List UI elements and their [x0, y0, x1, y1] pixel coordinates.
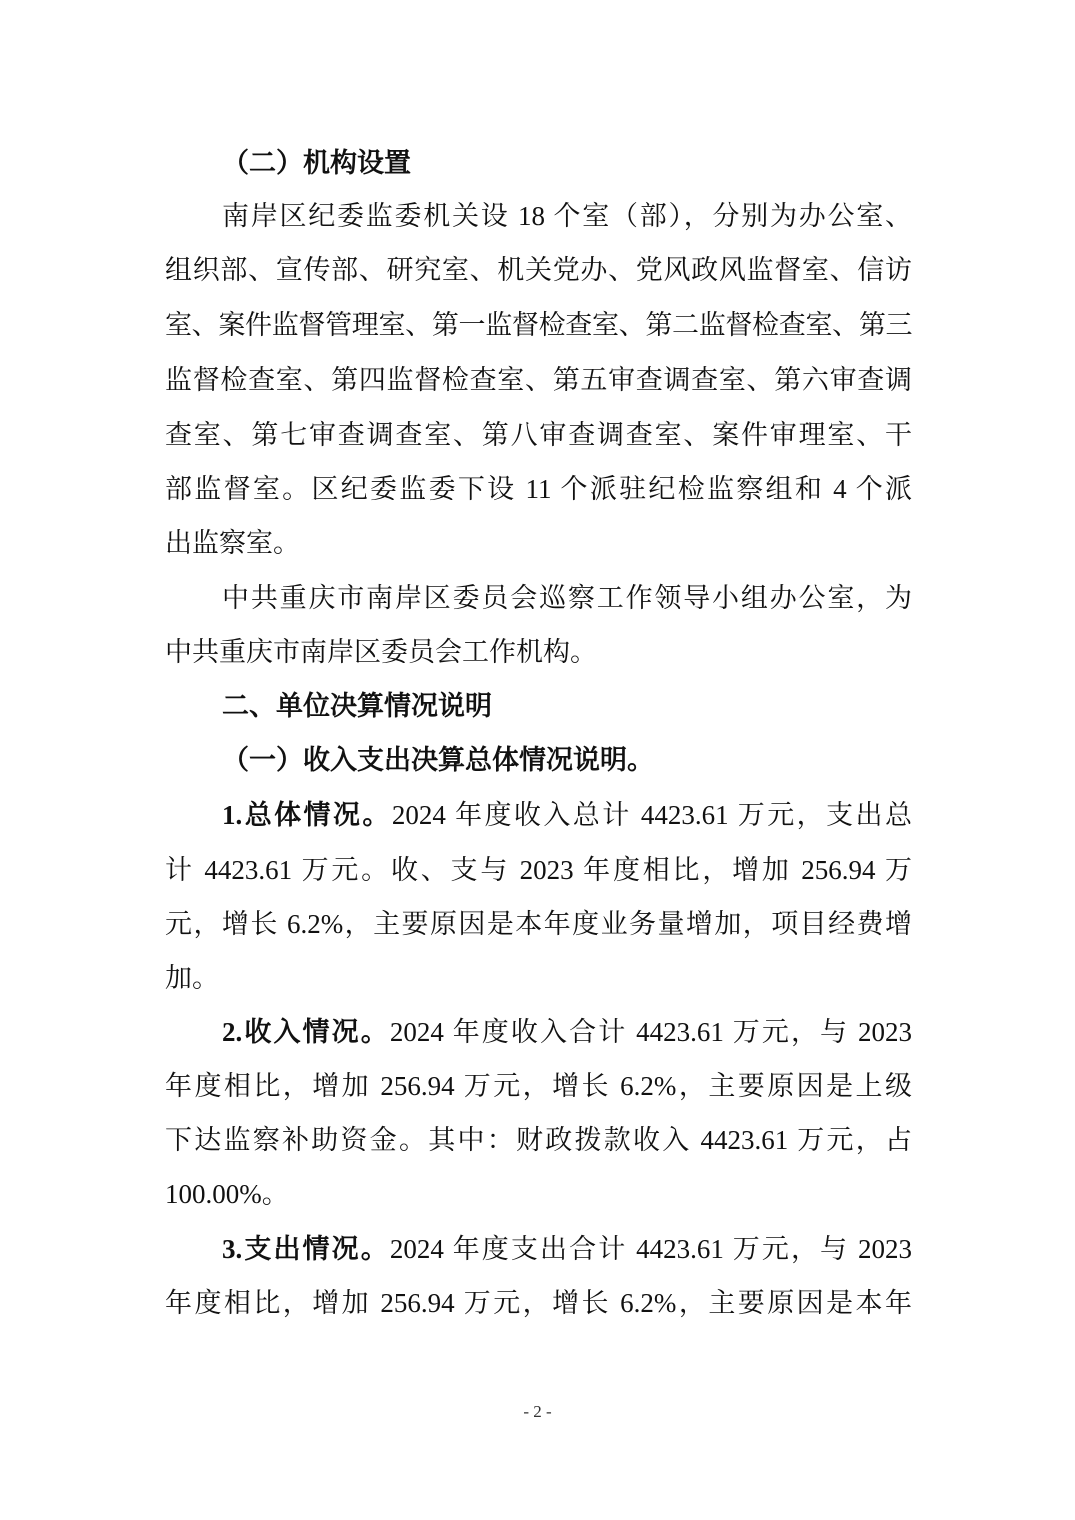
body-text: 元，增长 6.2%，主要原因是本年度业务量增加，项目经费增: [165, 909, 912, 939]
text-line: [165, 960, 912, 996]
text-line: [222, 145, 912, 181]
text-line: [165, 252, 912, 288]
text-line: [165, 906, 912, 942]
body-text: 中共重庆市南岸区委员会巡察工作领导小组办公室，为: [222, 583, 912, 613]
body-text: 下达监察补助资金。其中：财政拨款收入 4423.61 万元，占: [165, 1125, 912, 1155]
text-line: [222, 1014, 912, 1050]
body-text: 中共重庆市南岸区委员会工作机构。: [165, 637, 597, 667]
heading-text: （二）机构设置: [222, 148, 411, 178]
text-line: [165, 1176, 912, 1212]
heading-text: 2.收入情况。: [222, 1017, 390, 1047]
text-line: [165, 417, 912, 453]
body-text: 2024 年度支出合计 4423.61 万元，与 2023: [389, 1234, 913, 1264]
body-text: 加。: [165, 963, 219, 993]
heading-text: 二、单位决算情况说明: [222, 691, 492, 721]
body-text: 计 4423.61 万元。收、支与 2023 年度相比，增加 256.94 万: [165, 855, 912, 885]
text-line: [165, 307, 912, 343]
body-text: 2024 年度收入总计 4423.61 万元，支出总: [391, 800, 912, 830]
text-line: [222, 797, 912, 833]
text-line: [165, 852, 912, 888]
heading-text: 1.总体情况。: [222, 800, 392, 830]
body-text: 组织部、宣传部、研究室、机关党办、党风政风监督室、信访: [165, 255, 912, 285]
body-text: 南岸区纪委监委机关设 18 个室（部），分别为办公室、: [222, 201, 912, 231]
text-line: [222, 198, 912, 234]
body-text: 部监督室。区纪委监委下设 11 个派驻纪检监察组和 4 个派: [165, 474, 912, 504]
body-text: 年度相比，增加 256.94 万元，增长 6.2%，主要原因是本年: [165, 1288, 912, 1318]
text-line: [165, 634, 912, 670]
text-line: [165, 1068, 912, 1104]
body-text: 室、案件监督管理室、第一监督检查室、第二监督检查室、第三: [165, 310, 912, 340]
text-line: [222, 688, 912, 724]
body-text: 年度相比，增加 256.94 万元，增长 6.2%，主要原因是上级: [165, 1071, 912, 1101]
body-text: 出监察室。: [165, 528, 300, 558]
text-line: [222, 742, 912, 778]
text-line: [165, 1122, 912, 1158]
body-text: 2024 年度收入合计 4423.61 万元，与 2023: [389, 1017, 913, 1047]
text-line: [165, 525, 912, 561]
body-text: 100.00%。: [165, 1179, 289, 1209]
body-text: 监督检查室、第四监督检查室、第五审查调查室、第六审查调: [165, 365, 912, 395]
heading-text: 3.支出情况。: [222, 1234, 390, 1264]
text-line: [165, 1285, 912, 1321]
page-number: - 2 -: [523, 1402, 552, 1421]
text-line: [222, 580, 912, 616]
text-line: [165, 471, 912, 507]
text-line: [165, 362, 912, 398]
body-text: 查室、第七审查调查室、第八审查调查室、案件审理室、干: [165, 420, 912, 450]
heading-text: （一）收入支出决算总体情况说明。: [222, 745, 654, 775]
text-line: [222, 1231, 912, 1267]
